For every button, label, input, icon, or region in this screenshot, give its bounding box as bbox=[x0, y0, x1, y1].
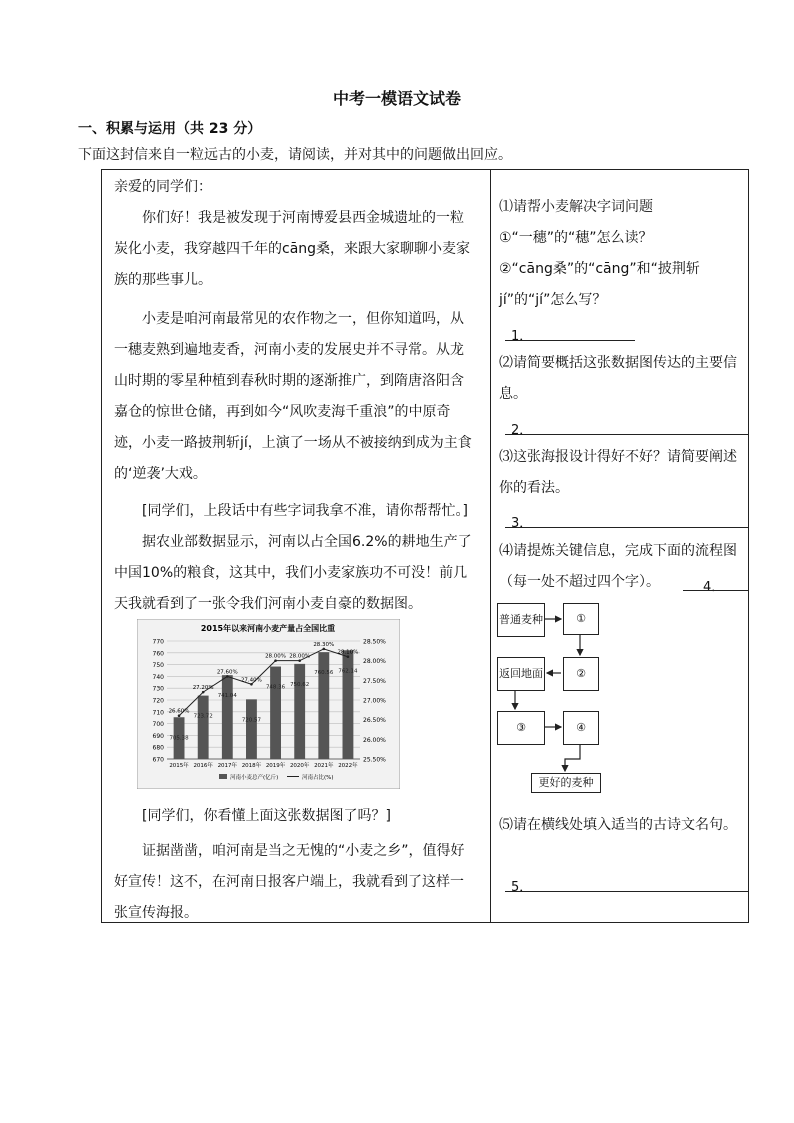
question-1 bbox=[499, 192, 742, 316]
answer-4-label: 4． bbox=[703, 580, 725, 595]
chart-line-label: 27.60% bbox=[216, 669, 238, 676]
chart-bar-label: 750.62 bbox=[290, 681, 310, 688]
chart-bar-label: 762.14 bbox=[338, 668, 358, 675]
chart-right-tick-label: 25.50% bbox=[363, 756, 386, 764]
chart-bar-label: 748.36 bbox=[265, 684, 286, 691]
chart-line-point bbox=[323, 648, 326, 651]
chart-right-tick-label: 26.00% bbox=[363, 736, 386, 744]
chart-bar-label: 723.72 bbox=[193, 713, 213, 720]
chart-line-point bbox=[178, 714, 181, 717]
answer-3-line[interactable] bbox=[505, 527, 748, 528]
answer-1-line[interactable] bbox=[505, 340, 635, 341]
chart-bar bbox=[343, 650, 354, 759]
chart-left-tick-label: 670 bbox=[152, 756, 164, 764]
flow-step-2-box: ② bbox=[563, 657, 599, 691]
flow-step-3-box: ③ bbox=[497, 711, 545, 745]
chart-line-label: 27.40% bbox=[240, 677, 262, 684]
letter-paragraph-1: 你们好！我是被发现于河南博爱县西金城遗址的一粒炭化小麦，我穿越四千年的cāng桑，来跟大家聊聊小麦家族的那些事儿。 bbox=[114, 210, 471, 288]
chart-right-tick-label: 26.50% bbox=[363, 717, 386, 725]
chart-left-tick-label: 770 bbox=[152, 638, 164, 646]
question-3 bbox=[499, 442, 742, 504]
question-3-prompt: ⑶这张海报设计得好不好？请简要阐述你的看法。 bbox=[499, 449, 737, 496]
chart-left-tick-label: 750 bbox=[152, 662, 164, 670]
chart-left-tick-label: 680 bbox=[152, 744, 164, 752]
question-5-prompt: ⑸请在横线处填入适当的古诗文名句。 bbox=[499, 817, 737, 833]
chart-bar-label: 720.57 bbox=[241, 717, 262, 724]
chart-legend-line-label: 河南占比(%) bbox=[302, 775, 334, 781]
chart-bar-label: 760.56 bbox=[314, 670, 334, 677]
question-2-prompt: ⑵请简要概括这张数据图传达的主要信息。 bbox=[499, 355, 737, 402]
chart-left-tick-label: 760 bbox=[152, 650, 164, 658]
answer-3-label: 3． bbox=[511, 516, 533, 531]
letter-greeting: 亲爱的同学们： bbox=[114, 179, 212, 195]
chart-right-tick-label: 28.50% bbox=[363, 638, 386, 646]
page-title: 中考一模语文试卷 bbox=[332, 89, 461, 108]
chart-x-tick-label: 2015年 bbox=[169, 763, 189, 769]
chart-x-tick-label: 2019年 bbox=[265, 763, 286, 769]
chart-bar bbox=[270, 667, 281, 759]
chart-left-tick-label: 730 bbox=[152, 685, 164, 693]
chart-x-tick-label: 2022年 bbox=[338, 763, 358, 769]
flow-back-box: 返回地面 bbox=[497, 657, 545, 691]
section-heading: 一、积累与运用（共 23 分） bbox=[78, 121, 262, 137]
chart-x-tick-label: 2020年 bbox=[289, 763, 310, 769]
letter-paragraph-2: 小麦是咱河南最常见的农作物之一，但你知道吗，从一穗麦熟到遍地麦香，河南小麦的发展史并不寻常。从龙山时期的零星种植到春秋时期的逐渐推广，到隋唐洛阳含嘉仓的惊世仓储，再到如今“风吹麦海千重浪”的中原奇迹，小麦一路披荆斩jí，上演了一场从不被接纳到成为主食的‘逆袭’大戏。 bbox=[114, 311, 472, 482]
chart-bar bbox=[318, 652, 329, 759]
chart-title: 2015年以来河南小麦产量占全国比重 bbox=[200, 624, 336, 633]
letter-table bbox=[101, 169, 749, 923]
chart-bar bbox=[246, 699, 257, 759]
chart-line-label: 28.10% bbox=[337, 649, 359, 656]
questions-cell bbox=[491, 170, 749, 923]
chart-line-label: 28.00% bbox=[265, 653, 287, 660]
chart-line-label: 28.30% bbox=[313, 641, 335, 648]
flow-step-4-box: ④ bbox=[563, 711, 599, 745]
chart-legend-bar-label: 河南小麦总产(亿斤) bbox=[230, 775, 279, 781]
letter-cell bbox=[102, 170, 491, 923]
chart-left-tick-label: 720 bbox=[152, 697, 164, 705]
chart-line-point bbox=[347, 655, 350, 658]
chart-line-label: 27.20% bbox=[192, 685, 214, 692]
chart-line-point bbox=[250, 683, 253, 686]
chart-left-tick-label: 690 bbox=[152, 732, 164, 740]
chart-x-tick-label: 2017年 bbox=[217, 763, 238, 769]
flow-end-box: 更好的麦种 bbox=[531, 773, 601, 793]
flow-step-1-box: ① bbox=[563, 603, 599, 635]
chart-right-tick-label: 27.00% bbox=[363, 697, 386, 705]
answer-2-label: 2． bbox=[511, 423, 533, 438]
letter-paragraph-6: 证据凿凿，咱河南是当之无愧的“小麦之乡”，值得好好宣传！这不，在河南日报客户端上，我就看到了这样一张宣传海报。 bbox=[114, 843, 465, 921]
question-1b: ②“cāng桑”的“cāng”和“披荆斩jí”的“jí”怎么写？ bbox=[499, 261, 700, 308]
chart-left-tick-label: 740 bbox=[152, 673, 164, 681]
answer-4-line[interactable] bbox=[683, 590, 748, 591]
chart-line-point bbox=[202, 691, 205, 694]
question-1-prompt: ⑴请帮小麦解决字词问题 bbox=[499, 199, 653, 215]
answer-5-label: 5． bbox=[511, 880, 533, 895]
chart-left-tick-label: 710 bbox=[152, 709, 164, 717]
chart-x-tick-label: 2018年 bbox=[241, 763, 262, 769]
answer-1-label: 1． bbox=[511, 329, 533, 344]
chart-line-label: 28.00% bbox=[289, 653, 311, 660]
chart-bar bbox=[222, 675, 233, 759]
intro-text: 下面这封信来自一粒远古的小麦，请阅读，并对其中的问题做出回应。 bbox=[78, 147, 512, 163]
answer-2-line[interactable] bbox=[505, 434, 748, 435]
letter-paragraph-3: [同学们，上段话中有些字词我拿不准，请你帮帮忙。] bbox=[142, 503, 468, 519]
chart-line-point bbox=[226, 675, 229, 678]
chart-left-tick-label: 700 bbox=[152, 721, 164, 729]
chart-legend-bar-swatch bbox=[219, 774, 227, 779]
question-1a: ①“一穗”的“穗”怎么读？ bbox=[499, 230, 653, 246]
chart-bar bbox=[198, 696, 209, 759]
question-2 bbox=[499, 348, 742, 410]
chart-line-point bbox=[298, 659, 301, 662]
letter-paragraph-4: 据农业部数据显示，河南以占全国6.2%的耕地生产了中国10%的粮食，这其中，我们小麦家族功不可没！前几天我就看到了一张令我们河南小麦自豪的数据图。 bbox=[114, 534, 472, 612]
chart-x-tick-label: 2016年 bbox=[193, 763, 213, 769]
chart-line-point bbox=[274, 659, 277, 662]
chart-right-tick-label: 28.00% bbox=[363, 658, 386, 666]
wheat-data-chart bbox=[137, 619, 400, 789]
flowchart bbox=[495, 603, 665, 803]
chart-x-tick-label: 2021年 bbox=[314, 763, 334, 769]
arrow-4-to-end bbox=[565, 743, 580, 771]
chart-bar bbox=[294, 664, 305, 759]
question-5 bbox=[499, 810, 742, 841]
letter-text-lower bbox=[114, 801, 476, 929]
letter-paragraph-5: [同学们，你看懂上面这张数据图了吗？] bbox=[142, 808, 391, 824]
chart-line-label: 26.60% bbox=[168, 708, 190, 715]
chart-bar-label: 705.38 bbox=[169, 735, 189, 742]
letter-text bbox=[114, 172, 476, 620]
chart-bar-label: 741.04 bbox=[217, 693, 237, 700]
answer-5-line[interactable] bbox=[505, 891, 748, 892]
flow-start-box: 普通麦种 bbox=[497, 603, 545, 637]
chart-right-tick-label: 27.50% bbox=[363, 677, 386, 685]
question-4-prompt: ⑷请提炼关键信息，完成下面的流程图（每一处不超过四个字）。 bbox=[499, 543, 737, 590]
